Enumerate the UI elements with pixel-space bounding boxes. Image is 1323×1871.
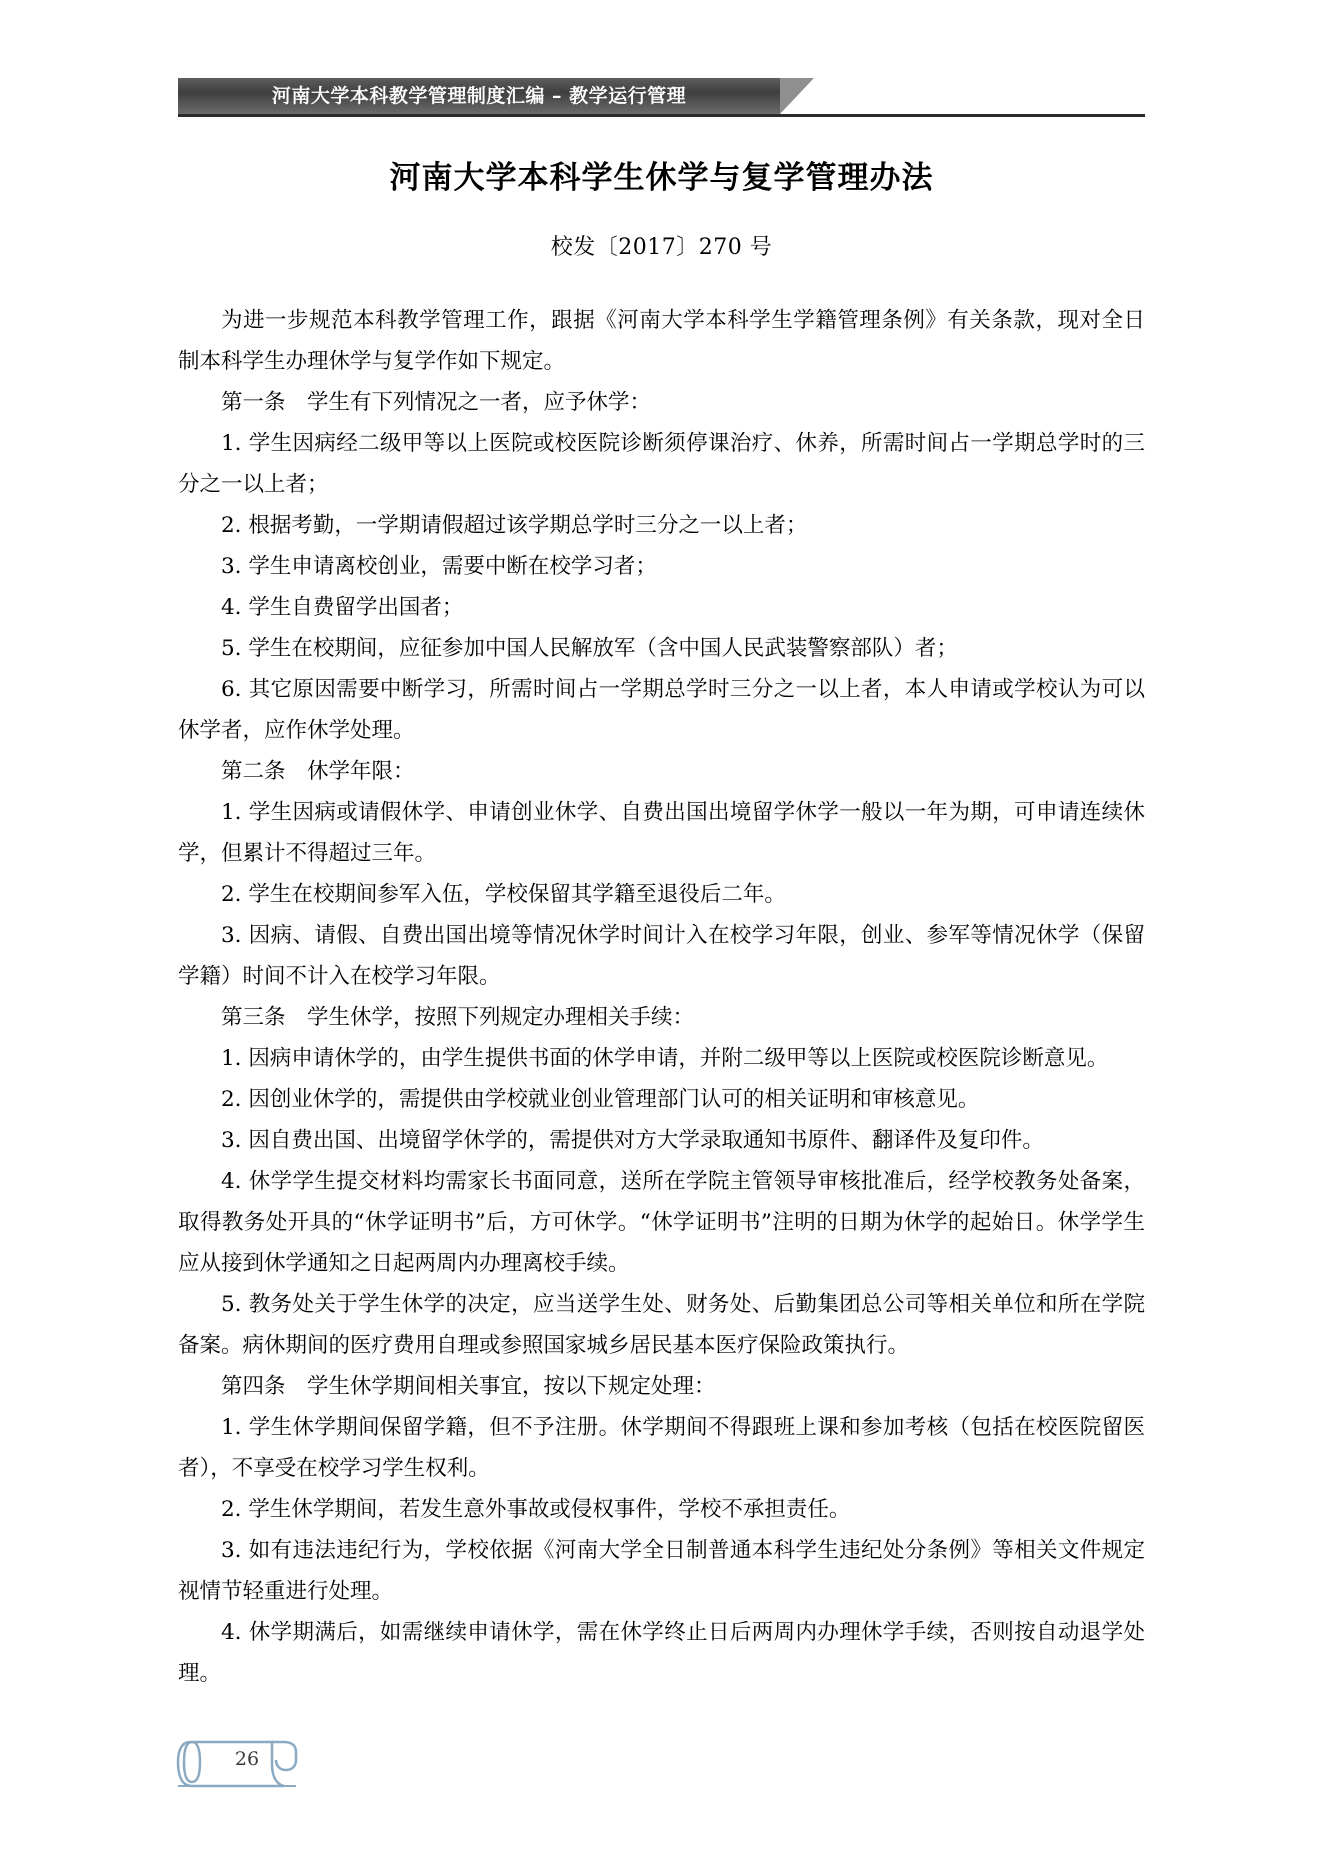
paragraph: 4. 学生自费留学出国者； (221, 595, 464, 620)
page-footer (172, 1720, 332, 1810)
paragraph: 1. 学生因病或请假休学、申请创业休学、自费出国出境留学休学一般以一年为期，可申请连续休学，但累计不得超过三年。 (178, 800, 1145, 866)
paragraph: 3. 因自费出国、出境留学休学的，需提供对方大学录取通知书原件、翻译件及复印件。 (221, 1128, 1044, 1153)
paragraph: 1. 学生休学期间保留学籍，但不予注册。休学期间不得跟班上课和参加考核（包括在校医院留医者），不享受在校学习学生权利。 (178, 1415, 1145, 1481)
paragraph: 1. 学生因病经二级甲等以上医院或校医院诊断须停课治疗、休养，所需时间占一学期总学时的三分之一以上者； (178, 431, 1145, 497)
paragraph: 2. 根据考勤，一学期请假超过该学期总学时三分之一以上者； (221, 513, 808, 538)
header-banner-arrow (780, 78, 814, 114)
paragraph: 第三条 学生休学，按照下列规定办理相关手续： (221, 1005, 695, 1030)
paragraph: 4. 休学学生提交材料均需家长书面同意，送所在学院主管领导审核批准后，经学校教务处备案，取得教务处开具的“休学证明书”后，方可休学。“休学证明书”注明的日期为休学的起始日。休学学生应从接到休学通知之日起两周内办理离校手续。 (178, 1169, 1145, 1276)
page-header (178, 78, 1145, 116)
paragraph: 2. 学生休学期间，若发生意外事故或侵权事件，学校不承担责任。 (221, 1497, 851, 1522)
paragraph: 3. 如有违法违纪行为，学校依据《河南大学全日制普通本科学生违纪处分条例》等相关文件规定视情节轻重进行处理。 (178, 1538, 1145, 1604)
paragraph: 5. 教务处关于学生休学的决定，应当送学生处、财务处、后勤集团总公司等相关单位和所在学院备案。病休期间的医疗费用自理或参照国家城乡居民基本医疗保险政策执行。 (178, 1292, 1145, 1358)
paragraph: 为进一步规范本科教学管理工作，跟据《河南大学本科学生学籍管理条例》有关条款，现对全日制本科学生办理休学与复学作如下规定。 (178, 308, 1145, 374)
paragraph: 6. 其它原因需要中断学习，所需时间占一学期总学时三分之一以上者，本人申请或学校认为可以休学者，应作休学处理。 (178, 677, 1145, 743)
page-number: 26 (234, 1748, 260, 1770)
paragraph: 4. 休学期满后，如需继续申请休学，需在休学终止日后两周内办理休学手续，否则按自动退学处理。 (178, 1620, 1145, 1686)
paragraph: 3. 学生申请离校创业，需要中断在校学习者； (221, 554, 657, 579)
paragraph: 2. 因创业休学的，需提供由学校就业创业管理部门认可的相关证明和审核意见。 (221, 1087, 980, 1112)
paragraph: 1. 因病申请休学的，由学生提供书面的休学申请，并附二级甲等以上医院或校医院诊断意见。 (221, 1046, 1109, 1071)
document-number: 校发〔2017〕270 号 (550, 235, 773, 260)
document-body (178, 300, 1145, 1694)
header-banner (178, 78, 780, 114)
paragraph: 第二条 休学年限： (221, 759, 415, 784)
header-divider (178, 114, 1145, 117)
paragraph: 2. 学生在校期间参军入伍，学校保留其学籍至退役后二年。 (221, 882, 786, 907)
paragraph: 第一条 学生有下列情况之一者，应予休学： (221, 390, 652, 415)
header-banner-text: 河南大学本科教学管理制度汇编 – 教学运行管理 (271, 85, 687, 107)
paragraph: 5. 学生在校期间，应征参加中国人民解放军（含中国人民武装警察部队）者； (221, 636, 958, 661)
paragraph: 3. 因病、请假、自费出国出境等情况休学时间计入在校学习年限，创业、参军等情况休学（保留学籍）时间不计入在校学习年限。 (178, 923, 1145, 989)
page-title: 河南大学本科学生休学与复学管理办法 (389, 160, 934, 196)
paragraph: 第四条 学生休学期间相关事宜，按以下规定处理： (221, 1374, 716, 1399)
